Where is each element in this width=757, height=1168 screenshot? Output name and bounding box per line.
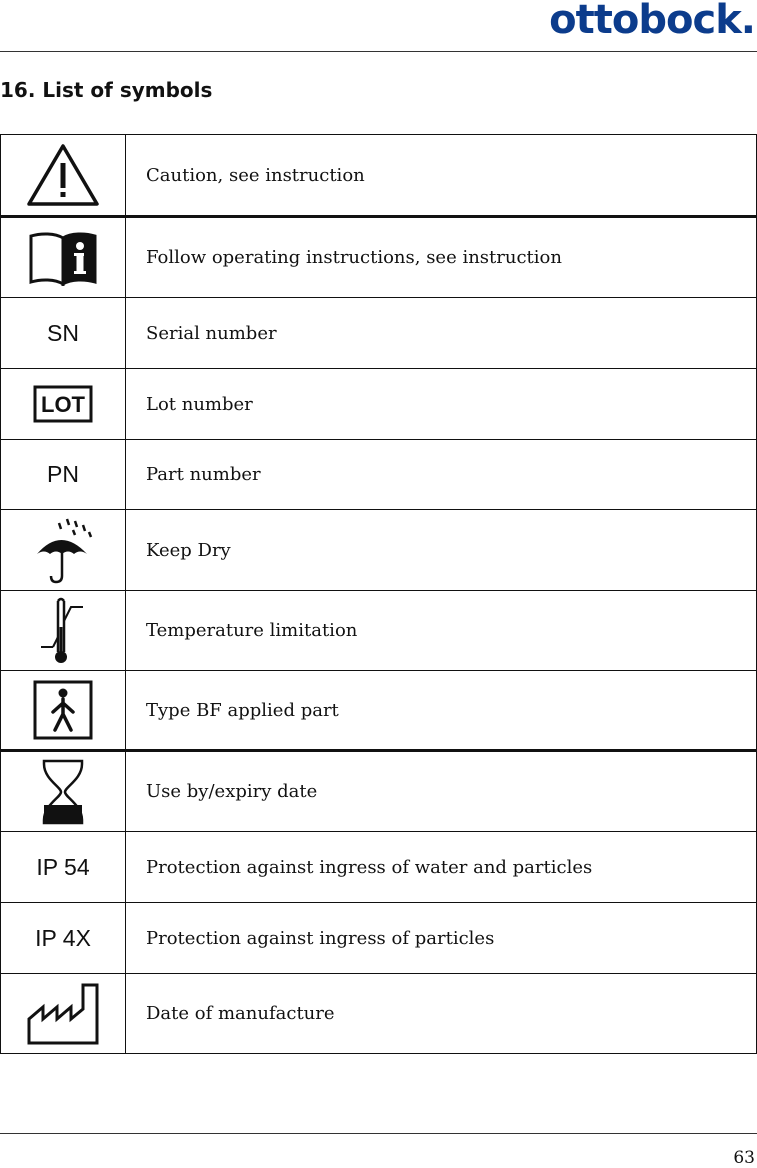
symbol-cell [1, 298, 126, 369]
ip4x-symbol: IP 4X [35, 924, 91, 951]
symbol-description: Part number [126, 440, 757, 510]
header-divider [0, 51, 757, 52]
table-row [1, 217, 757, 298]
lot-number-icon [33, 385, 93, 423]
operating-instructions-book-icon [29, 230, 97, 286]
symbol-description: Follow operating instructions, see instruction [126, 217, 757, 298]
ip54-symbol: IP 54 [36, 853, 90, 880]
serial-number-symbol: SN [47, 319, 79, 346]
table-row [1, 440, 757, 510]
symbol-description: Keep Dry [126, 510, 757, 591]
keep-dry-umbrella-icon [33, 516, 93, 584]
type-bf-applied-part-icon [33, 680, 93, 740]
ottobock-logo: ottobock. [549, 0, 755, 43]
table-row [1, 832, 757, 903]
symbol-cell [1, 832, 126, 903]
symbol-description: Protection against ingress of water and particles [126, 832, 757, 903]
caution-warning-triangle-icon [27, 143, 99, 207]
table-row [1, 135, 757, 217]
footer-divider [0, 1133, 757, 1134]
table-row [1, 369, 757, 440]
symbol-description: Type BF applied part [126, 671, 757, 751]
symbol-description: Lot number [126, 369, 757, 440]
symbol-cell [1, 369, 126, 440]
symbol-description: Temperature limitation [126, 591, 757, 671]
table-row [1, 298, 757, 369]
symbol-cell [1, 510, 126, 591]
temperature-limitation-thermometer-icon [39, 597, 87, 665]
symbol-cell [1, 217, 126, 298]
symbol-description: Date of manufacture [126, 974, 757, 1054]
section-title: 16. List of symbols [0, 78, 213, 102]
symbol-cell [1, 751, 126, 832]
table-row [1, 974, 757, 1054]
symbol-cell [1, 440, 126, 510]
lot-icon-label: LOT [41, 392, 85, 417]
table-row [1, 751, 757, 832]
symbol-description: Caution, see instruction [126, 135, 757, 217]
symbol-description: Serial number [126, 298, 757, 369]
table-row [1, 903, 757, 974]
factory-manufacture-date-icon [27, 983, 99, 1045]
symbol-description: Protection against ingress of particles [126, 903, 757, 974]
symbol-cell [1, 974, 126, 1054]
page-number: 63 [733, 1148, 755, 1168]
table-row [1, 510, 757, 591]
symbol-cell [1, 591, 126, 671]
table-row [1, 671, 757, 751]
part-number-symbol: PN [47, 461, 79, 487]
table-row [1, 591, 757, 671]
hourglass-expiry-icon [41, 759, 85, 825]
symbol-cell [1, 903, 126, 974]
symbols-table [0, 134, 757, 1054]
symbol-cell [1, 671, 126, 751]
symbol-description: Use by/expiry date [126, 751, 757, 832]
symbol-cell [1, 135, 126, 217]
